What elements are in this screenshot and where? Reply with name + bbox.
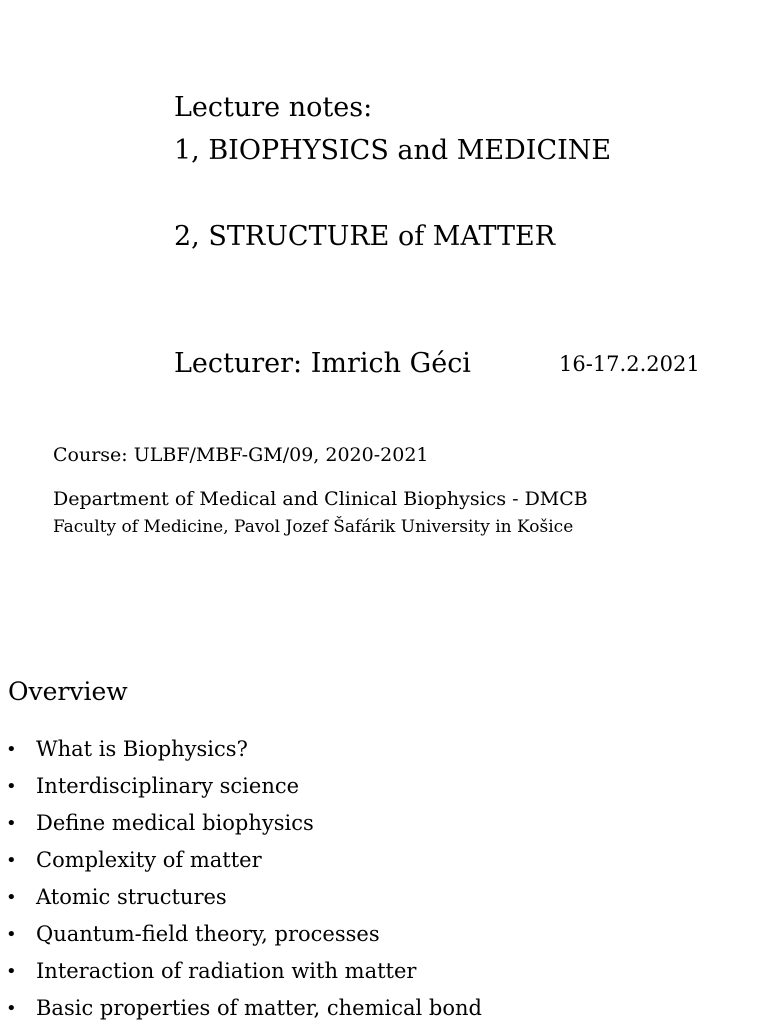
title-line-3: 2, STRUCTURE of MATTER [174,221,556,252]
bullet-icon: • [6,776,17,797]
title-line-1: Lecture notes: [174,92,373,123]
list-item [0,805,768,842]
list-item [0,990,768,1024]
bullet-icon: • [6,887,17,908]
title-block [174,86,734,258]
list-item-text: Interaction of radiation with matter [36,959,417,983]
list-item [0,916,768,953]
overview-heading: Overview [8,677,128,706]
list-item [0,953,768,990]
overview-list [0,731,768,1024]
list-item [0,731,768,768]
list-item-text: Define medical biophysics [36,811,314,835]
list-item [0,768,768,805]
course-code: Course: ULBF/MBF-GM/09, 2020-2021 [53,444,429,466]
bullet-icon: • [6,924,17,945]
list-item-text: Interdisciplinary science [36,774,300,798]
list-item-text: Atomic structures [36,885,227,909]
title-line-2: 1, BIOPHYSICS and MEDICINE [174,135,612,166]
faculty-name: Faculty of Medicine, Pavol Jozef Šafárik University in Košice [53,517,574,537]
bullet-icon: • [6,739,17,760]
lecturer-row [174,344,714,384]
department-name: Department of Medical and Clinical Biophysics - DMCB [53,488,588,510]
list-item-text: Complexity of matter [36,848,262,872]
bullet-icon: • [6,813,17,834]
list-item-text: Basic properties of matter, chemical bond [36,996,482,1020]
bullet-icon: • [6,850,17,871]
bullet-icon: • [6,961,17,982]
bullet-icon: • [6,998,17,1019]
title-spacer [174,172,734,215]
list-item-text: What is Biophysics? [36,737,248,761]
lecturer-name: Lecturer: Imrich Géci [174,348,471,379]
list-item [0,879,768,916]
list-item-text: Quantum-field theory, processes [36,922,380,946]
list-item [0,842,768,879]
lecture-date: 16-17.2.2021 [559,352,700,376]
